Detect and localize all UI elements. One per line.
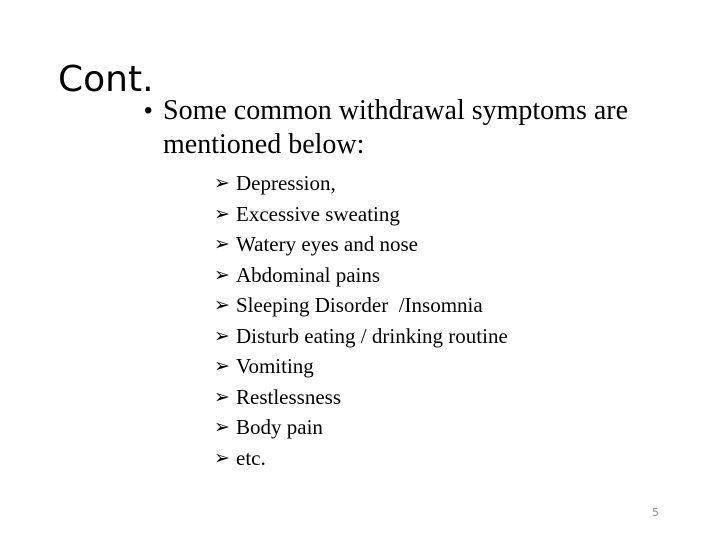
- arrow-bullet-icon: ➢: [214, 416, 230, 438]
- arrow-bullet-icon: ➢: [214, 233, 230, 255]
- page-number: 5: [652, 506, 659, 519]
- symptom-text: Excessive sweating: [236, 201, 400, 226]
- symptom-list: [214, 168, 508, 473]
- symptom-text: Sleeping Disorder /Insomnia: [236, 293, 483, 317]
- list-item: [214, 351, 508, 382]
- list-item: [214, 260, 508, 291]
- symptom-text: Depression,: [236, 171, 336, 195]
- arrow-bullet-icon: ➢: [214, 385, 230, 408]
- arrow-bullet-icon: ➢: [214, 324, 230, 347]
- symptom-text: Vomiting: [236, 354, 314, 378]
- slide-title: Cont.: [58, 59, 154, 100]
- list-item: [214, 199, 508, 230]
- arrow-bullet-icon: ➢: [214, 172, 230, 194]
- symptom-text: Disturb eating / drinking routine: [236, 323, 508, 348]
- arrow-bullet-icon: ➢: [214, 294, 230, 316]
- symptom-text: Body pain: [236, 415, 323, 439]
- arrow-bullet-icon: ➢: [214, 202, 230, 225]
- list-item: [214, 229, 508, 260]
- list-item: [214, 290, 508, 321]
- list-item: [214, 443, 508, 474]
- symptom-text: Watery eyes and nose: [236, 232, 418, 256]
- main-bullet-text: Some common withdrawal symptoms are mentioned below:: [163, 95, 629, 160]
- bullet-icon: •: [144, 97, 153, 124]
- symptom-text: Abdominal pains: [236, 262, 381, 287]
- symptom-text: etc.: [236, 445, 266, 470]
- symptom-text: Restlessness: [236, 384, 341, 409]
- arrow-bullet-icon: ➢: [214, 263, 230, 286]
- list-item: [214, 382, 508, 413]
- list-item: [214, 412, 508, 443]
- list-item: [214, 321, 508, 352]
- arrow-bullet-icon: ➢: [214, 355, 230, 377]
- list-item: [214, 168, 508, 199]
- main-bullet-point: [144, 94, 684, 162]
- arrow-bullet-icon: ➢: [214, 446, 230, 469]
